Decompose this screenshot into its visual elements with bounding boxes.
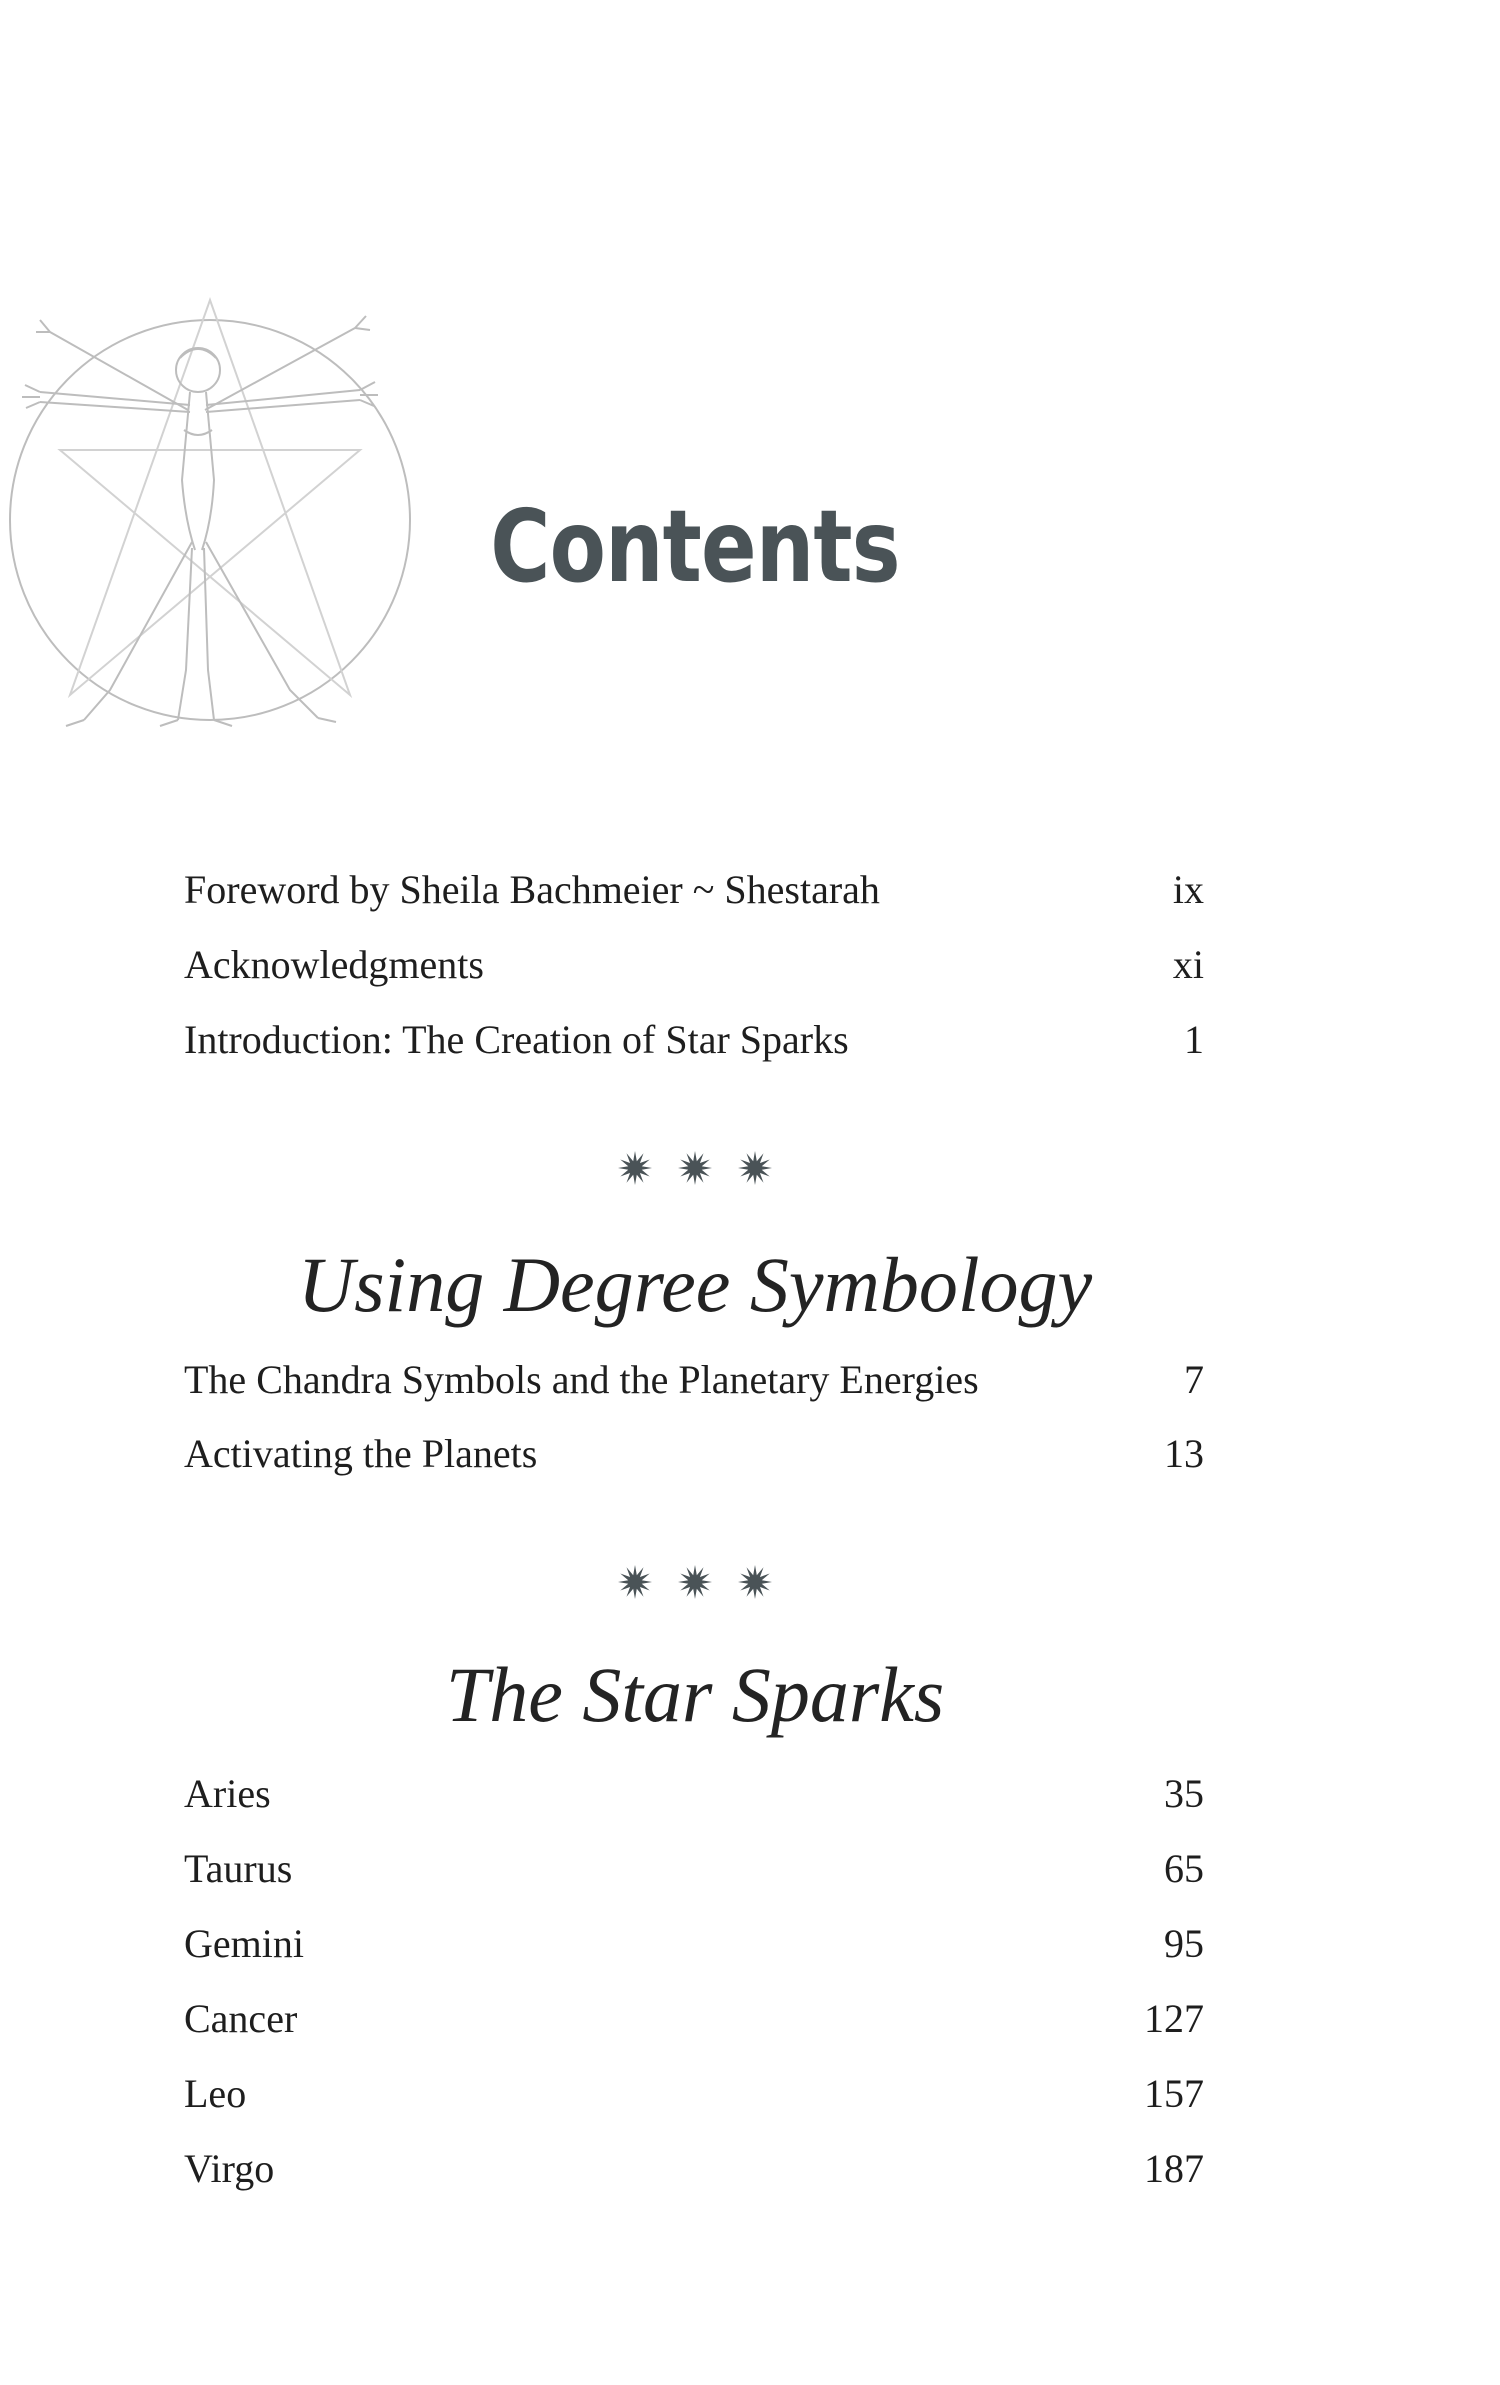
toc-entry-label: Introduction: The Creation of Star Sparks (184, 1017, 849, 1062)
toc-entry (184, 1424, 1204, 1484)
toc-entry-label: Acknowledgments (184, 942, 484, 987)
toc-entry (184, 2139, 1204, 2199)
toc-entry (184, 1350, 1204, 1410)
toc-entry-label: Taurus (184, 1846, 293, 1891)
toc-entry (184, 1764, 1204, 1824)
toc-entry-page: 7 (1184, 1357, 1204, 1402)
toc-entry-page: ix (1172, 867, 1204, 912)
six-pointed-star-icon (735, 1562, 775, 1602)
toc-entry-page: 35 (1164, 1771, 1204, 1816)
section-heading: The Star Sparks (445, 1651, 945, 1738)
toc-entry (184, 860, 1204, 920)
toc-entry (184, 1989, 1204, 2049)
section-divider-ornament (0, 1562, 1390, 1622)
toc-entry-label: Activating the Planets (184, 1431, 538, 1476)
six-pointed-star-icon (675, 1148, 715, 1188)
section-divider-ornament (0, 1148, 1390, 1208)
page-title: Contents (490, 488, 900, 605)
toc-entry-page: 1 (1184, 1017, 1204, 1062)
toc-entry-page: 65 (1164, 1846, 1204, 1891)
toc-entry-page: 157 (1144, 2071, 1204, 2116)
toc-entry-label: Gemini (184, 1921, 304, 1966)
section-heading: Using Degree Symbology (297, 1241, 1093, 1328)
toc-entry-page: 127 (1144, 1996, 1204, 2041)
toc-entry-label: The Chandra Symbols and the Planetary Energies (184, 1357, 979, 1402)
toc-entry (184, 1839, 1204, 1899)
toc-entry (184, 1010, 1204, 1070)
toc-entry-label: Aries (184, 1771, 271, 1816)
toc-entry-label: Foreword by Sheila Bachmeier ~ Shestarah (184, 867, 880, 912)
six-pointed-star-icon (675, 1562, 715, 1602)
six-pointed-star-icon (735, 1148, 775, 1188)
toc-entry (184, 2064, 1204, 2124)
toc-entry-page: xi (1172, 942, 1204, 987)
toc-entry-label: Cancer (184, 1996, 298, 2041)
toc-entry-page: 95 (1164, 1921, 1204, 1966)
toc-entry-page: 187 (1144, 2146, 1204, 2191)
six-pointed-star-icon (615, 1148, 655, 1188)
toc-entry-page: 13 (1164, 1431, 1204, 1476)
toc-entry (184, 935, 1204, 995)
toc-entry-label: Virgo (184, 2146, 275, 2191)
toc-entry (184, 1914, 1204, 1974)
six-pointed-star-icon (615, 1562, 655, 1602)
toc-entry-label: Leo (184, 2071, 247, 2116)
